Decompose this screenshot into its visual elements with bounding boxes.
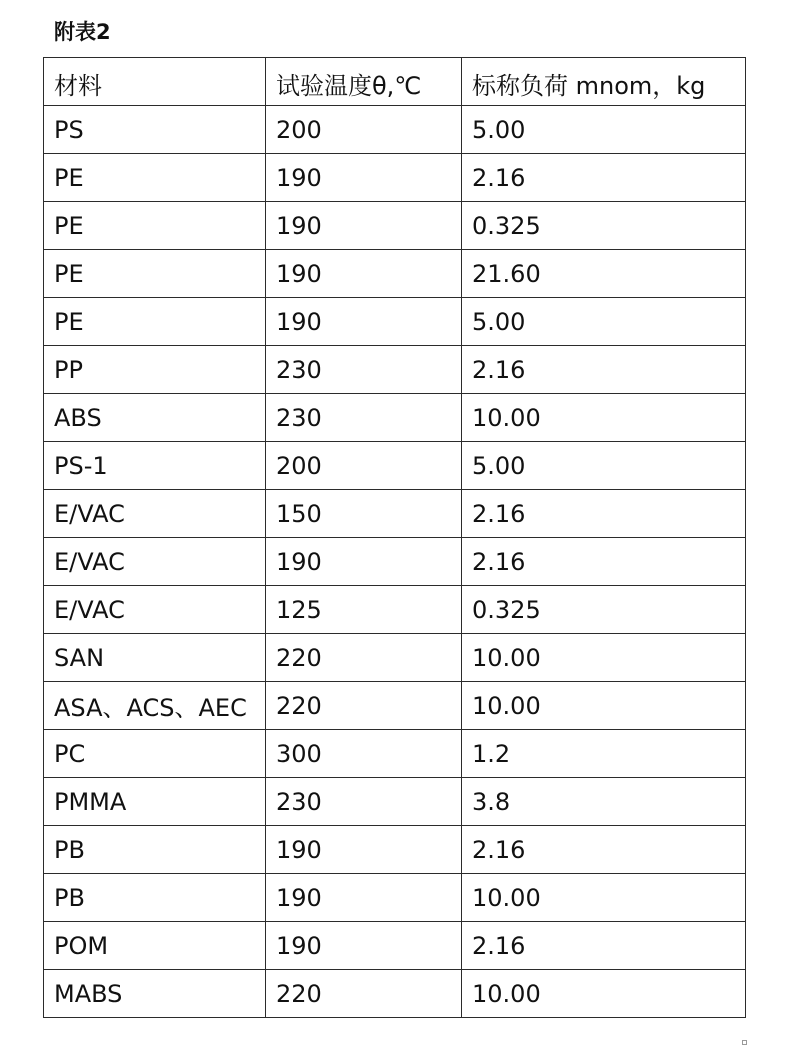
cell-material: ASA、ACS、AEC <box>44 682 266 730</box>
cell-test-temperature: 190 <box>266 826 462 874</box>
table-row <box>44 154 746 202</box>
cell-material: PS <box>44 106 266 154</box>
cell-test-temperature: 190 <box>266 922 462 970</box>
table-row <box>44 970 746 1018</box>
cell-nominal-load: 10.00 <box>462 970 746 1018</box>
cell-material: PE <box>44 298 266 346</box>
cell-nominal-load: 5.00 <box>462 298 746 346</box>
cell-material: SAN <box>44 634 266 682</box>
cell-nominal-load: 5.00 <box>462 106 746 154</box>
cell-material: PC <box>44 730 266 778</box>
cell-nominal-load: 0.325 <box>462 586 746 634</box>
cell-nominal-load: 10.00 <box>462 634 746 682</box>
cell-test-temperature: 200 <box>266 106 462 154</box>
cell-test-temperature: 190 <box>266 874 462 922</box>
cell-test-temperature: 220 <box>266 970 462 1018</box>
cell-material: POM <box>44 922 266 970</box>
cell-nominal-load: 21.60 <box>462 250 746 298</box>
cell-test-temperature: 125 <box>266 586 462 634</box>
cell-test-temperature: 230 <box>266 346 462 394</box>
cell-nominal-load: 10.00 <box>462 682 746 730</box>
cell-nominal-load: 5.00 <box>462 442 746 490</box>
table-row <box>44 202 746 250</box>
cell-material: PE <box>44 250 266 298</box>
cell-test-temperature: 190 <box>266 298 462 346</box>
cell-test-temperature: 190 <box>266 538 462 586</box>
cell-test-temperature: 200 <box>266 442 462 490</box>
table-row <box>44 298 746 346</box>
cell-material: PE <box>44 202 266 250</box>
cell-material: PB <box>44 826 266 874</box>
cell-test-temperature: 300 <box>266 730 462 778</box>
cell-nominal-load: 2.16 <box>462 154 746 202</box>
table-row <box>44 874 746 922</box>
header-nominal-load: 标称负荷 mnom，kg <box>462 58 746 106</box>
cell-material: PMMA <box>44 778 266 826</box>
table-row <box>44 394 746 442</box>
cell-test-temperature: 190 <box>266 154 462 202</box>
cell-test-temperature: 230 <box>266 778 462 826</box>
cell-material: PE <box>44 154 266 202</box>
table-row <box>44 490 746 538</box>
cell-test-temperature: 150 <box>266 490 462 538</box>
cell-nominal-load: 10.00 <box>462 874 746 922</box>
table-row <box>44 730 746 778</box>
table-row <box>44 442 746 490</box>
corner-mark <box>742 1040 747 1045</box>
cell-material: PB <box>44 874 266 922</box>
table-row <box>44 682 746 730</box>
cell-test-temperature: 220 <box>266 634 462 682</box>
cell-material: ABS <box>44 394 266 442</box>
cell-material: E/VAC <box>44 538 266 586</box>
table-row <box>44 778 746 826</box>
cell-test-temperature: 220 <box>266 682 462 730</box>
cell-nominal-load: 2.16 <box>462 346 746 394</box>
cell-test-temperature: 190 <box>266 202 462 250</box>
table-row <box>44 634 746 682</box>
cell-nominal-load: 2.16 <box>462 490 746 538</box>
table-row <box>44 346 746 394</box>
cell-nominal-load: 2.16 <box>462 922 746 970</box>
cell-material: PS-1 <box>44 442 266 490</box>
table-row <box>44 106 746 154</box>
table-row <box>44 250 746 298</box>
cell-nominal-load: 2.16 <box>462 538 746 586</box>
table-body <box>44 106 746 1018</box>
cell-material: MABS <box>44 970 266 1018</box>
table-header-row <box>44 58 746 106</box>
cell-nominal-load: 1.2 <box>462 730 746 778</box>
cell-test-temperature: 230 <box>266 394 462 442</box>
cell-material: E/VAC <box>44 586 266 634</box>
table-caption: 附表2 <box>54 20 111 44</box>
melt-flow-test-conditions-table <box>43 57 746 1018</box>
cell-material: E/VAC <box>44 490 266 538</box>
table-row <box>44 586 746 634</box>
table-row <box>44 826 746 874</box>
table-row <box>44 922 746 970</box>
header-test-temperature: 试验温度θ,℃ <box>266 58 462 106</box>
cell-material: PP <box>44 346 266 394</box>
cell-nominal-load: 10.00 <box>462 394 746 442</box>
header-material: 材料 <box>44 58 266 106</box>
cell-nominal-load: 2.16 <box>462 826 746 874</box>
cell-test-temperature: 190 <box>266 250 462 298</box>
table-row <box>44 538 746 586</box>
cell-nominal-load: 0.325 <box>462 202 746 250</box>
cell-nominal-load: 3.8 <box>462 778 746 826</box>
